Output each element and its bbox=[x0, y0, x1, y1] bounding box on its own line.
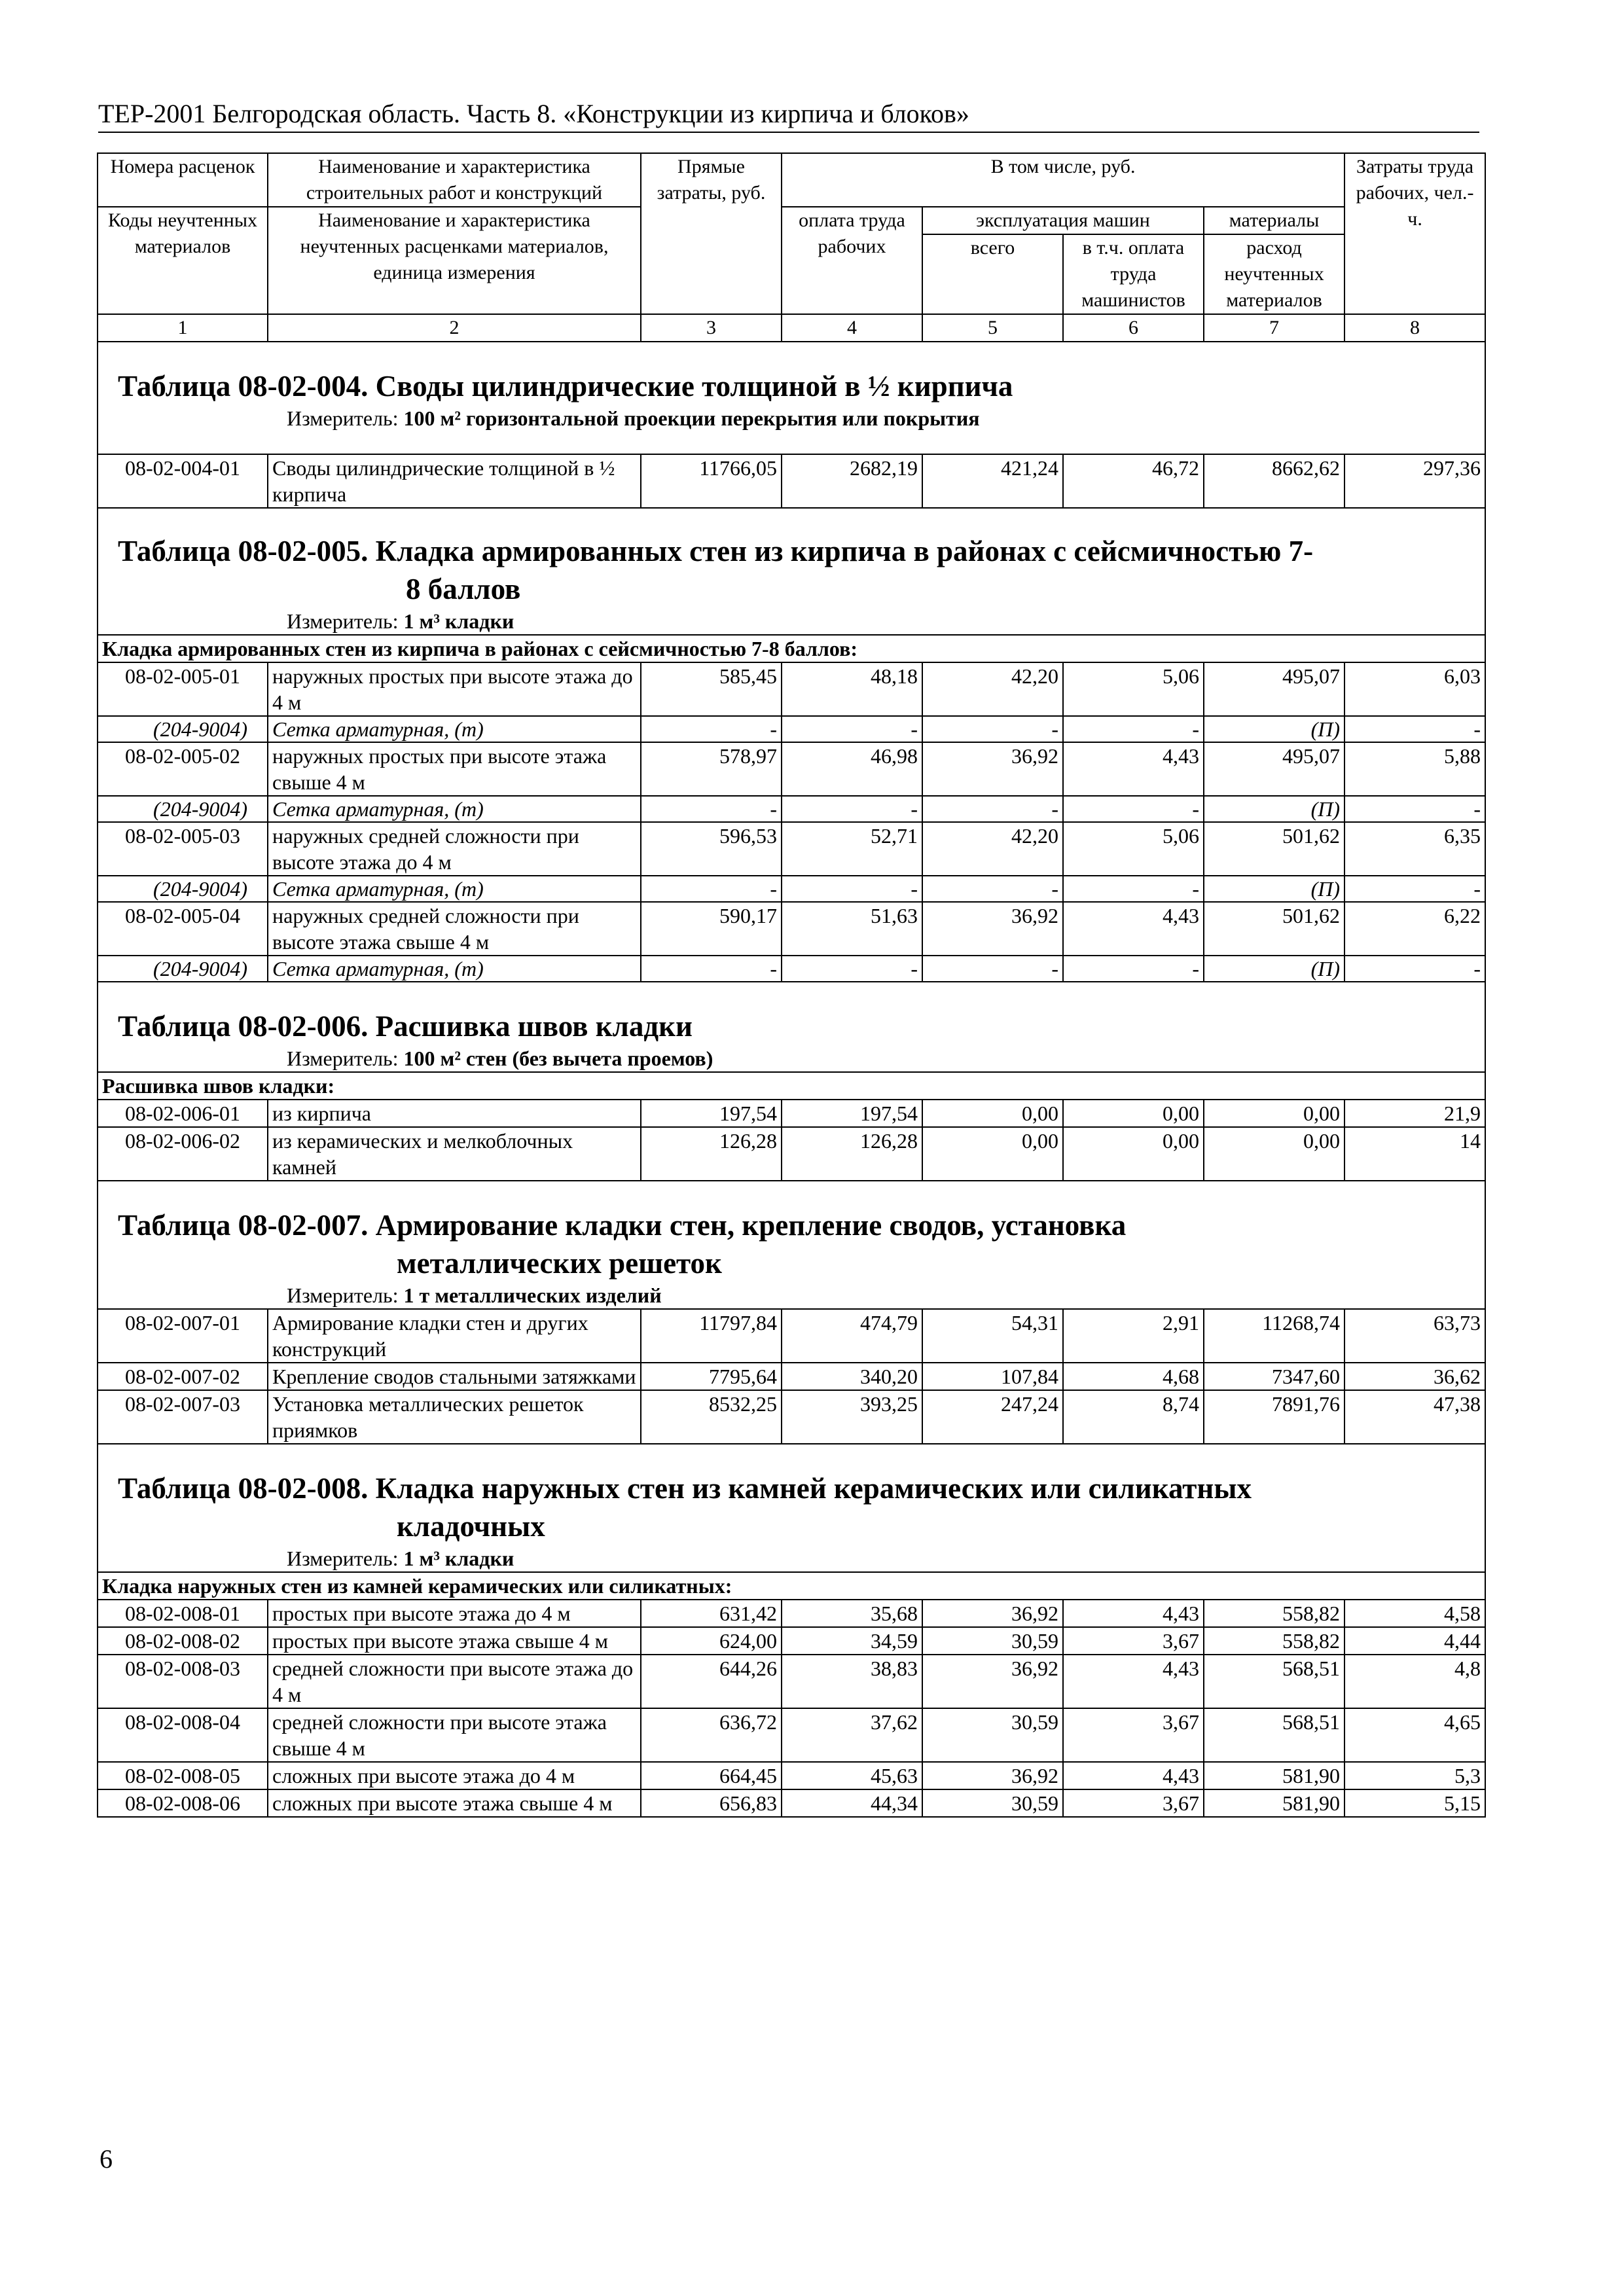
direct-costs: 656,83 bbox=[641, 1789, 782, 1817]
materials: 495,07 bbox=[1204, 662, 1344, 716]
col-number: 5 bbox=[922, 314, 1063, 342]
measure-label: Измеритель: bbox=[287, 1047, 399, 1070]
rate-name: наружных простых при высоте этажа свыше 4 м bbox=[268, 742, 641, 796]
labor-pay: 393,25 bbox=[782, 1390, 922, 1444]
machines-labor: 8,74 bbox=[1063, 1390, 1204, 1444]
col-number: 6 bbox=[1063, 314, 1204, 342]
labor-pay: 45,63 bbox=[782, 1762, 922, 1789]
measure-value: 1 м³ кладки bbox=[403, 609, 514, 633]
section-title: Таблица 08-02-006. Расшивка швов кладки bbox=[118, 1010, 693, 1043]
labor-cost: - bbox=[1344, 716, 1485, 742]
table-row bbox=[98, 662, 1485, 716]
rate-code: 08-02-008-03 bbox=[98, 1655, 268, 1708]
machines-total: 54,31 bbox=[922, 1309, 1063, 1363]
section-header bbox=[98, 508, 1485, 635]
machines-total: 247,24 bbox=[922, 1390, 1063, 1444]
direct-costs: - bbox=[641, 956, 782, 982]
table-row bbox=[98, 1100, 1485, 1127]
material-row bbox=[98, 956, 1485, 982]
table-row bbox=[98, 1600, 1485, 1627]
labor-pay: 44,34 bbox=[782, 1789, 922, 1817]
rate-code: 08-02-008-02 bbox=[98, 1627, 268, 1655]
section-header bbox=[98, 342, 1485, 454]
material-code: (204-9004) bbox=[98, 716, 268, 742]
machines-total: 107,84 bbox=[922, 1363, 1063, 1390]
rate-name: Крепление сводов стальными затяжками bbox=[268, 1363, 641, 1390]
section-title-line: кладочных bbox=[397, 1510, 545, 1543]
table-row bbox=[98, 1708, 1485, 1762]
header-including: В том числе, руб. bbox=[782, 153, 1344, 207]
col-number: 1 bbox=[98, 314, 268, 342]
direct-costs: 578,97 bbox=[641, 742, 782, 796]
labor-cost: 63,73 bbox=[1344, 1309, 1485, 1363]
labor-pay: - bbox=[782, 956, 922, 982]
section-title-cell bbox=[98, 508, 1485, 635]
rate-code: 08-02-004-01 bbox=[98, 454, 268, 508]
machines-labor: 2,91 bbox=[1063, 1309, 1204, 1363]
machines-total: 30,59 bbox=[922, 1789, 1063, 1817]
labor-pay: 126,28 bbox=[782, 1127, 922, 1181]
materials: 0,00 bbox=[1204, 1100, 1344, 1127]
rates-table bbox=[97, 152, 1486, 1818]
section-title-cell bbox=[98, 1181, 1485, 1309]
section-title-line: 8 баллов bbox=[406, 573, 521, 605]
section-title-line: металлических решеток bbox=[397, 1247, 722, 1280]
section-title: Таблица 08-02-004. Своды цилиндрические толщиной в ½ кирпича bbox=[118, 370, 1013, 403]
machines-labor: 3,67 bbox=[1063, 1627, 1204, 1655]
labor-pay: 340,20 bbox=[782, 1363, 922, 1390]
direct-costs: 631,42 bbox=[641, 1600, 782, 1627]
rate-code: 08-02-008-01 bbox=[98, 1600, 268, 1627]
machines-labor: - bbox=[1063, 956, 1204, 982]
measure-label: Измеритель: bbox=[287, 609, 399, 633]
page-header: ТЕР-2001 Белгородская область. Часть 8. «Конструкции из кирпича и блоков» bbox=[98, 98, 1479, 133]
labor-cost: 6,22 bbox=[1344, 902, 1485, 956]
header-labor-cost: Затраты труда рабочих, чел.-ч. bbox=[1344, 153, 1485, 314]
material-code: (204-9004) bbox=[98, 876, 268, 902]
materials: 8662,62 bbox=[1204, 454, 1344, 508]
machines-labor: 4,43 bbox=[1063, 1655, 1204, 1708]
page-number: 6 bbox=[99, 2144, 113, 2174]
header-rate-numbers: Номера расценок bbox=[98, 153, 268, 207]
rate-code: 08-02-006-02 bbox=[98, 1127, 268, 1181]
machines-labor: 46,72 bbox=[1063, 454, 1204, 508]
labor-cost: 6,03 bbox=[1344, 662, 1485, 716]
materials: 7347,60 bbox=[1204, 1363, 1344, 1390]
machines-total: - bbox=[922, 876, 1063, 902]
header-row-2 bbox=[98, 207, 1485, 234]
machines-labor: 0,00 bbox=[1063, 1127, 1204, 1181]
section-measure bbox=[102, 405, 1481, 431]
machines-labor: - bbox=[1063, 876, 1204, 902]
rate-name: Армирование кладки стен и других конструкций bbox=[268, 1309, 641, 1363]
machines-total: 42,20 bbox=[922, 662, 1063, 716]
rate-name: наружных простых при высоте этажа до 4 м bbox=[268, 662, 641, 716]
section-subheading: Кладка наружных стен из камней керамических или силикатных: bbox=[98, 1572, 1485, 1600]
header-machines: эксплуатация машин bbox=[922, 207, 1204, 234]
direct-costs: 126,28 bbox=[641, 1127, 782, 1181]
rate-code: 08-02-005-04 bbox=[98, 902, 268, 956]
machines-total: 42,20 bbox=[922, 822, 1063, 876]
labor-cost: 4,58 bbox=[1344, 1600, 1485, 1627]
material-code: (204-9004) bbox=[98, 956, 268, 982]
materials: (П) bbox=[1204, 876, 1344, 902]
labor-cost: 297,36 bbox=[1344, 454, 1485, 508]
rate-code: 08-02-008-06 bbox=[98, 1789, 268, 1817]
table-row bbox=[98, 1762, 1485, 1789]
machines-total: 30,59 bbox=[922, 1627, 1063, 1655]
labor-pay: 474,79 bbox=[782, 1309, 922, 1363]
direct-costs: 596,53 bbox=[641, 822, 782, 876]
material-row bbox=[98, 796, 1485, 822]
labor-pay: 34,59 bbox=[782, 1627, 922, 1655]
direct-costs: 664,45 bbox=[641, 1762, 782, 1789]
rate-name: средней сложности при высоте этажа свыше 4 м bbox=[268, 1708, 641, 1762]
table-row bbox=[98, 1789, 1485, 1817]
table-row bbox=[98, 1655, 1485, 1708]
machines-labor: 4,43 bbox=[1063, 902, 1204, 956]
section-title bbox=[102, 1444, 1481, 1545]
machines-total: 36,92 bbox=[922, 1762, 1063, 1789]
rate-name: сложных при высоте этажа до 4 м bbox=[268, 1762, 641, 1789]
labor-pay: 37,62 bbox=[782, 1708, 922, 1762]
measure-value: 100 м² горизонтальной проекции перекрытия или покрытия bbox=[403, 406, 980, 430]
col-number: 3 bbox=[641, 314, 782, 342]
header-materials: материалы bbox=[1204, 207, 1344, 234]
labor-cost: - bbox=[1344, 876, 1485, 902]
section-title-line: Таблица 08-02-007. Армирование кладки стен, крепление сводов, установка bbox=[118, 1209, 1127, 1242]
col-number: 8 bbox=[1344, 314, 1485, 342]
labor-cost: 4,44 bbox=[1344, 1627, 1485, 1655]
direct-costs: - bbox=[641, 796, 782, 822]
section-subheading: Расшивка швов кладки: bbox=[98, 1072, 1485, 1100]
section-header bbox=[98, 1444, 1485, 1572]
labor-pay: 35,68 bbox=[782, 1600, 922, 1627]
table-row bbox=[98, 1127, 1485, 1181]
rate-name: из кирпича bbox=[268, 1100, 641, 1127]
direct-costs: 624,00 bbox=[641, 1627, 782, 1655]
measure-value: 1 т металлических изделий bbox=[403, 1283, 662, 1307]
machines-labor: 5,06 bbox=[1063, 822, 1204, 876]
labor-cost: 6,35 bbox=[1344, 822, 1485, 876]
materials: 11268,74 bbox=[1204, 1309, 1344, 1363]
material-name: Сетка арматурная, (т) bbox=[268, 876, 641, 902]
labor-cost: - bbox=[1344, 796, 1485, 822]
machines-labor: 4,43 bbox=[1063, 742, 1204, 796]
machines-total: 36,92 bbox=[922, 902, 1063, 956]
machines-total: - bbox=[922, 956, 1063, 982]
rate-code: 08-02-005-02 bbox=[98, 742, 268, 796]
material-name: Сетка арматурная, (т) bbox=[268, 956, 641, 982]
direct-costs: 7795,64 bbox=[641, 1363, 782, 1390]
table-row bbox=[98, 1309, 1485, 1363]
section-measure bbox=[102, 1045, 1481, 1071]
labor-pay: 48,18 bbox=[782, 662, 922, 716]
materials: 495,07 bbox=[1204, 742, 1344, 796]
table-row bbox=[98, 1627, 1485, 1655]
machines-labor: 3,67 bbox=[1063, 1789, 1204, 1817]
rate-name: Установка металлических решеток приямков bbox=[268, 1390, 641, 1444]
table-row bbox=[98, 1390, 1485, 1444]
rate-code: 08-02-006-01 bbox=[98, 1100, 268, 1127]
table-row bbox=[98, 454, 1485, 508]
rate-name: простых при высоте этажа свыше 4 м bbox=[268, 1627, 641, 1655]
labor-pay: 197,54 bbox=[782, 1100, 922, 1127]
section-title-cell bbox=[98, 1444, 1485, 1572]
machines-labor: 5,06 bbox=[1063, 662, 1204, 716]
subheading-row bbox=[98, 1072, 1485, 1100]
section-measure bbox=[102, 1282, 1481, 1308]
direct-costs: 8532,25 bbox=[641, 1390, 782, 1444]
rate-name: Своды цилиндрические толщиной в ½ кирпича bbox=[268, 454, 641, 508]
table-row bbox=[98, 742, 1485, 796]
material-row bbox=[98, 876, 1485, 902]
table-row bbox=[98, 822, 1485, 876]
section-measure bbox=[102, 608, 1481, 634]
materials: 568,51 bbox=[1204, 1655, 1344, 1708]
machines-total: 36,92 bbox=[922, 1600, 1063, 1627]
materials: 558,82 bbox=[1204, 1627, 1344, 1655]
machines-total: 36,92 bbox=[922, 1655, 1063, 1708]
material-row bbox=[98, 716, 1485, 742]
rate-code: 08-02-005-03 bbox=[98, 822, 268, 876]
col-number: 2 bbox=[268, 314, 641, 342]
header-direct-costs: Прямые затраты, руб. bbox=[641, 153, 782, 314]
rate-code: 08-02-007-03 bbox=[98, 1390, 268, 1444]
labor-cost: 14 bbox=[1344, 1127, 1485, 1181]
materials: 581,90 bbox=[1204, 1762, 1344, 1789]
materials: 558,82 bbox=[1204, 1600, 1344, 1627]
rate-code: 08-02-005-01 bbox=[98, 662, 268, 716]
header-row-1 bbox=[98, 153, 1485, 207]
materials: 501,62 bbox=[1204, 822, 1344, 876]
materials: 568,51 bbox=[1204, 1708, 1344, 1762]
measure-value: 100 м² стен (без вычета проемов) bbox=[403, 1047, 713, 1070]
materials: (П) bbox=[1204, 796, 1344, 822]
machines-total: 0,00 bbox=[922, 1127, 1063, 1181]
measure-label: Измеритель: bbox=[287, 1283, 399, 1307]
header-machines-total: всего bbox=[922, 234, 1063, 314]
section-measure bbox=[102, 1545, 1481, 1571]
direct-costs: 11797,84 bbox=[641, 1309, 782, 1363]
section-header bbox=[98, 1181, 1485, 1309]
section-subheading: Кладка армированных стен из кирпича в районах с сейсмичностью 7-8 баллов: bbox=[98, 635, 1485, 662]
labor-pay: 2682,19 bbox=[782, 454, 922, 508]
labor-pay: - bbox=[782, 796, 922, 822]
materials: 0,00 bbox=[1204, 1127, 1344, 1181]
section-header bbox=[98, 982, 1485, 1072]
rate-name: простых при высоте этажа до 4 м bbox=[268, 1600, 641, 1627]
material-code: (204-9004) bbox=[98, 796, 268, 822]
rate-code: 08-02-008-04 bbox=[98, 1708, 268, 1762]
header-work-name: Наименование и характеристика строительных работ и конструкций bbox=[268, 153, 641, 207]
machines-labor: 0,00 bbox=[1063, 1100, 1204, 1127]
direct-costs: 590,17 bbox=[641, 902, 782, 956]
materials: 501,62 bbox=[1204, 902, 1344, 956]
labor-cost: 4,65 bbox=[1344, 1708, 1485, 1762]
header-labor-pay: оплата труда рабочих bbox=[782, 207, 922, 314]
direct-costs: 11766,05 bbox=[641, 454, 782, 508]
rate-code: 08-02-008-05 bbox=[98, 1762, 268, 1789]
labor-pay: 51,63 bbox=[782, 902, 922, 956]
labor-cost: - bbox=[1344, 956, 1485, 982]
machines-total: 30,59 bbox=[922, 1708, 1063, 1762]
rate-name: сложных при высоте этажа свыше 4 м bbox=[268, 1789, 641, 1817]
labor-pay: - bbox=[782, 876, 922, 902]
materials: (П) bbox=[1204, 716, 1344, 742]
section-title bbox=[102, 509, 1481, 608]
labor-pay: - bbox=[782, 716, 922, 742]
materials: 581,90 bbox=[1204, 1789, 1344, 1817]
material-name: Сетка арматурная, (т) bbox=[268, 716, 641, 742]
measure-label: Измеритель: bbox=[287, 1547, 399, 1570]
direct-costs: 197,54 bbox=[641, 1100, 782, 1127]
labor-pay: 46,98 bbox=[782, 742, 922, 796]
labor-cost: 5,3 bbox=[1344, 1762, 1485, 1789]
labor-cost: 47,38 bbox=[1344, 1390, 1485, 1444]
machines-labor: - bbox=[1063, 716, 1204, 742]
section-title bbox=[102, 1181, 1481, 1282]
section-title-cell bbox=[98, 982, 1485, 1072]
materials: (П) bbox=[1204, 956, 1344, 982]
rate-code: 08-02-007-02 bbox=[98, 1363, 268, 1390]
rate-name: наружных средней сложности при высоте этажа до 4 м bbox=[268, 822, 641, 876]
rate-name: наружных средней сложности при высоте этажа свыше 4 м bbox=[268, 902, 641, 956]
machines-labor: 3,67 bbox=[1063, 1708, 1204, 1762]
labor-cost: 36,62 bbox=[1344, 1363, 1485, 1390]
col-number: 4 bbox=[782, 314, 922, 342]
direct-costs: 644,26 bbox=[641, 1655, 782, 1708]
machines-total: 36,92 bbox=[922, 742, 1063, 796]
measure-value: 1 м³ кладки bbox=[403, 1547, 514, 1570]
section-title-line: Таблица 08-02-005. Кладка армированных стен из кирпича в районах с сейсмичностью 7- bbox=[118, 535, 1314, 567]
machines-total: 421,24 bbox=[922, 454, 1063, 508]
machines-labor: - bbox=[1063, 796, 1204, 822]
rate-name: из керамических и мелкоблочных камней bbox=[268, 1127, 641, 1181]
labor-cost: 5,15 bbox=[1344, 1789, 1485, 1817]
rate-name: средней сложности при высоте этажа до 4 м bbox=[268, 1655, 641, 1708]
section-title-cell bbox=[98, 342, 1485, 454]
subheading-row bbox=[98, 1572, 1485, 1600]
direct-costs: 585,45 bbox=[641, 662, 782, 716]
machines-labor: 4,68 bbox=[1063, 1363, 1204, 1390]
direct-costs: - bbox=[641, 876, 782, 902]
machines-total: 0,00 bbox=[922, 1100, 1063, 1127]
machines-total: - bbox=[922, 716, 1063, 742]
machines-labor: 4,43 bbox=[1063, 1600, 1204, 1627]
direct-costs: 636,72 bbox=[641, 1708, 782, 1762]
labor-cost: 5,88 bbox=[1344, 742, 1485, 796]
col-number: 7 bbox=[1204, 314, 1344, 342]
subheading-row bbox=[98, 635, 1485, 662]
labor-cost: 4,8 bbox=[1344, 1655, 1485, 1708]
header-machines-labor: в т.ч. оплата труда машинистов bbox=[1063, 234, 1204, 314]
header-material-name: Наименование и характеристика неучтенных расценками материалов, единица измерения bbox=[268, 207, 641, 314]
table-row bbox=[98, 1363, 1485, 1390]
table-row bbox=[98, 902, 1485, 956]
material-name: Сетка арматурная, (т) bbox=[268, 796, 641, 822]
machines-total: - bbox=[922, 796, 1063, 822]
section-title-line: Таблица 08-02-008. Кладка наружных стен из камней керамических или силикатных bbox=[118, 1472, 1252, 1505]
measure-label: Измеритель: bbox=[287, 406, 399, 430]
labor-pay: 52,71 bbox=[782, 822, 922, 876]
labor-pay: 38,83 bbox=[782, 1655, 922, 1708]
rate-code: 08-02-007-01 bbox=[98, 1309, 268, 1363]
direct-costs: - bbox=[641, 716, 782, 742]
materials: 7891,76 bbox=[1204, 1390, 1344, 1444]
header-materials-unaccounted: расход неучтенных материалов bbox=[1204, 234, 1344, 314]
header-numbers-row bbox=[98, 314, 1485, 342]
labor-cost: 21,9 bbox=[1344, 1100, 1485, 1127]
header-material-codes: Коды неучтенных материалов bbox=[98, 207, 268, 314]
machines-labor: 4,43 bbox=[1063, 1762, 1204, 1789]
